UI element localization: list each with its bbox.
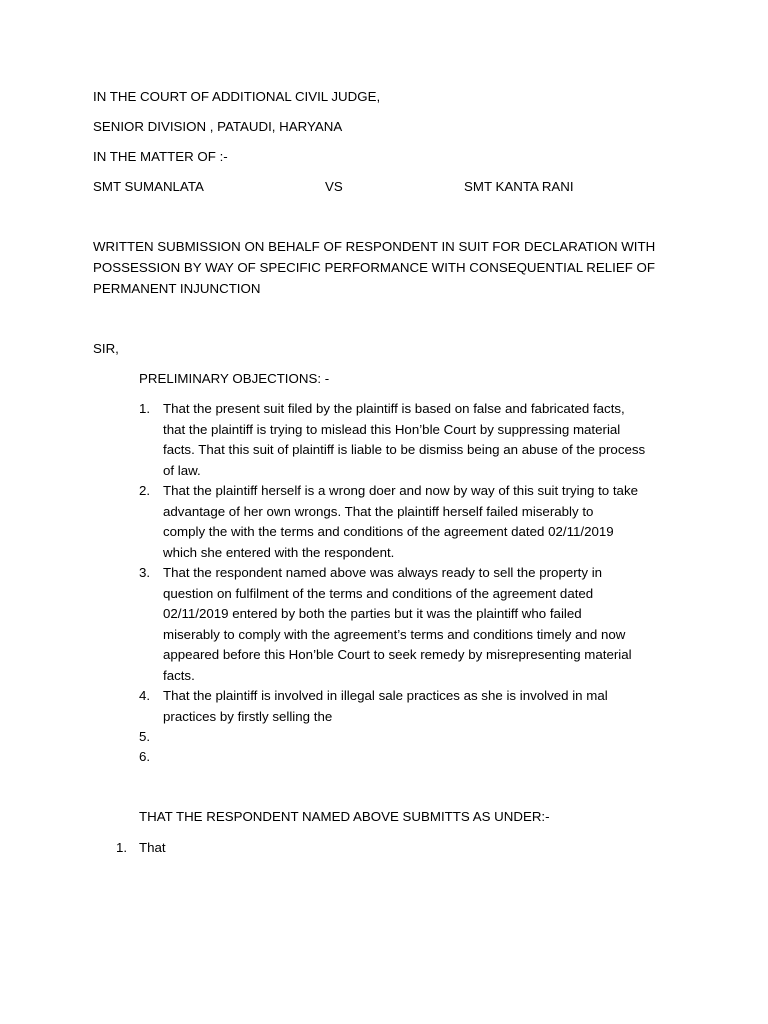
- submission-text: That: [139, 840, 166, 855]
- objection-text-line: That the respondent named above was always ready to sell the property in: [163, 565, 603, 580]
- objection-number: 3.: [139, 565, 151, 580]
- court-name-line2: SENIOR DIVISION , PATAUDI, HARYANA: [93, 119, 343, 134]
- objection-text-line: miserably to comply with the agreement’s terms and conditions timely and now: [163, 626, 626, 642]
- objection-text-line: which she entered with the respondent.: [163, 544, 395, 560]
- matter-heading: IN THE MATTER OF :-: [93, 149, 228, 164]
- objection-number: 5.: [139, 729, 151, 744]
- objection-number: 1.: [139, 401, 151, 416]
- submission-title-line2: POSSESSION BY WAY OF SPECIFIC PERFORMANCE WITH CONSEQUENTIAL RELIEF OF: [93, 260, 656, 275]
- court-name-line1: IN THE COURT OF ADDITIONAL CIVIL JUDGE,: [93, 89, 381, 104]
- objection-text-line: That the plaintiff herself is a wrong doer and now by way of this suit trying to take: [163, 483, 639, 498]
- objection-text-line: That the plaintiff is involved in illegal sale practices as she is involved in mal: [163, 688, 608, 703]
- objection-number: 4.: [139, 688, 151, 703]
- plaintiff-name: SMT SUMANLATA: [93, 179, 204, 194]
- objection-text-line: comply the with the terms and conditions of the agreement dated 02/11/2019: [163, 524, 614, 539]
- salutation: SIR,: [93, 341, 119, 356]
- objection-text-line: appeared before this Hon’ble Court to seek remedy by misrepresenting material: [163, 647, 632, 662]
- objection-text-line: facts. That this suit of plaintiff is liable to be dismiss being an abuse of the process: [163, 442, 646, 457]
- objection-text-line: that the plaintiff is trying to mislead this Hon’ble Court by suppressing material: [163, 421, 621, 437]
- objection-number: 2.: [139, 483, 151, 498]
- objection-text-line: facts.: [163, 667, 195, 683]
- submission-number: 1.: [116, 840, 128, 855]
- submission-title-line3: PERMANENT INJUNCTION: [93, 281, 261, 296]
- objection-text-line: 02/11/2019 entered by both the parties but it was the plaintiff who failed: [163, 606, 582, 621]
- preliminary-objections-heading: PRELIMINARY OBJECTIONS: -: [139, 371, 330, 386]
- objection-text-line: question on fulfilment of the terms and conditions of the agreement dated: [163, 585, 594, 601]
- objection-text-line: advantage of her own wrongs. That the plaintiff herself failed miserably to: [163, 503, 594, 519]
- objection-text-line: practices by firstly selling the: [163, 708, 333, 724]
- objection-text-line: of law.: [163, 462, 201, 478]
- versus-label: VS: [325, 179, 343, 194]
- objection-number: 6.: [139, 749, 151, 764]
- submission-heading: THAT THE RESPONDENT NAMED ABOVE SUBMITTS AS UNDER:-: [139, 809, 550, 824]
- objection-text-line: That the present suit filed by the plaintiff is based on false and fabricated facts,: [163, 401, 625, 416]
- submission-title-line1: WRITTEN SUBMISSION ON BEHALF OF RESPONDENT IN SUIT FOR DECLARATION WITH: [93, 239, 656, 254]
- respondent-name: SMT KANTA RANI: [464, 179, 574, 194]
